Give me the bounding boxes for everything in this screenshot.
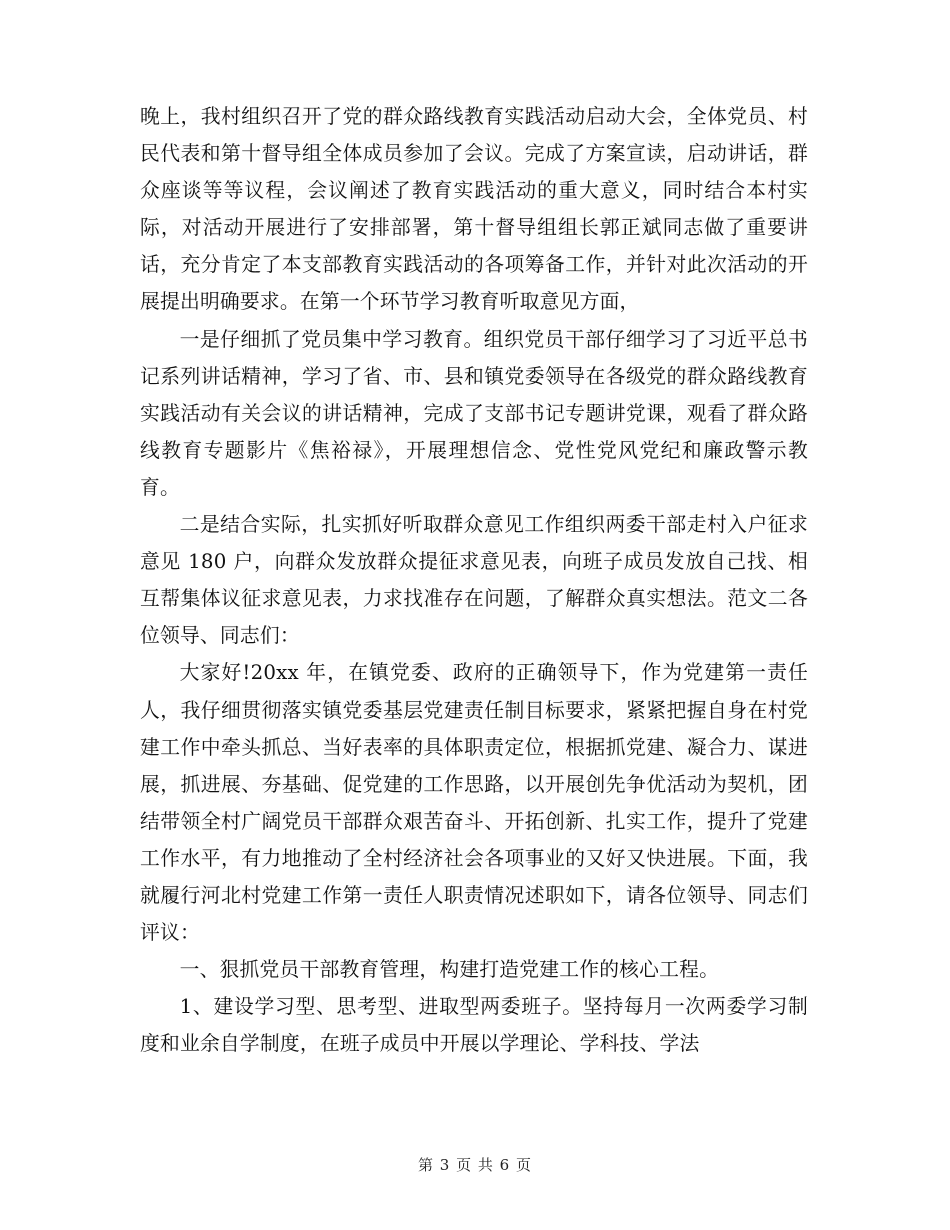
paragraph-4: 大家好!20xx 年，在镇党委、政府的正确领导下，作为党建第一责任人，我仔细贯彻落实镇党委基层党建责任制目标要求，紧紧把握自身在村党建工作中牵头抓总、当好表率的具体职责定位，根据抓党建、凝合力、谋进展，抓进展、夯基础、促党建的工作思路，以开展创先争优活动为契机，团结带领全村广阔党员干部群众艰苦奋斗、开拓创新、扎实工作，提升了党建工作水平，有力地推动了全村经济社会各项事业的又好又快进展。下面，我就履行河北村党建工作第一责任人职责情况述职如下，请各位领导、同志们评议： — [140, 661, 808, 945]
paragraph-3: 二是结合实际，扎实抓好听取群众意见工作组织两委干部走村入户征求意见 180 户，向群众发放群众提征求意见表，向班子成员发放自己找、相互帮集体议征求意见表，力求找准存在问题，了解群众真实想法。范文二各位领导、同志们： — [140, 513, 808, 648]
document-body — [140, 98, 808, 1062]
paragraph-2: 一是仔细抓了党员集中学习教育。组织党员干部仔细学习了习近平总书记系列讲话精神，学习了省、市、县和镇党委领导在各级党的群众路线教育实践活动有关会议的讲话精神，完成了支部书记专题讲党课，观看了群众路线教育专题影片《焦裕禄》，开展理想信念、党性党风党纪和廉政警示教育。 — [140, 327, 808, 499]
paragraph-5: 一、狠抓党员干部教育管理，构建打造党建工作的核心工程。 — [179, 958, 720, 982]
paragraph-6: 1、建设学习型、思考型、进取型两委班子。坚持每月一次两委学习制度和业余自学制度，在班子成员中开展以学理论、学科技、学法 — [140, 995, 808, 1056]
page-number-footer: 第 3 页 共 6 页 — [418, 1156, 532, 1174]
paragraph-1: 晚上，我村组织召开了党的群众路线教育实践活动启动大会，全体党员、村民代表和第十督导组全体成员参加了会议。完成了方案宣读，启动讲话，群众座谈等等议程，会议阐述了教育实践活动的重大意义，同时结合本村实际，对活动开展进行了安排部署，第十督导组组长郭正斌同志做了重要讲话，充分肯定了本支部教育实践活动的各项筹备工作，并针对此次活动的开展提出明确要求。在第一个环节学习教育听取意见方面， — [140, 105, 808, 314]
